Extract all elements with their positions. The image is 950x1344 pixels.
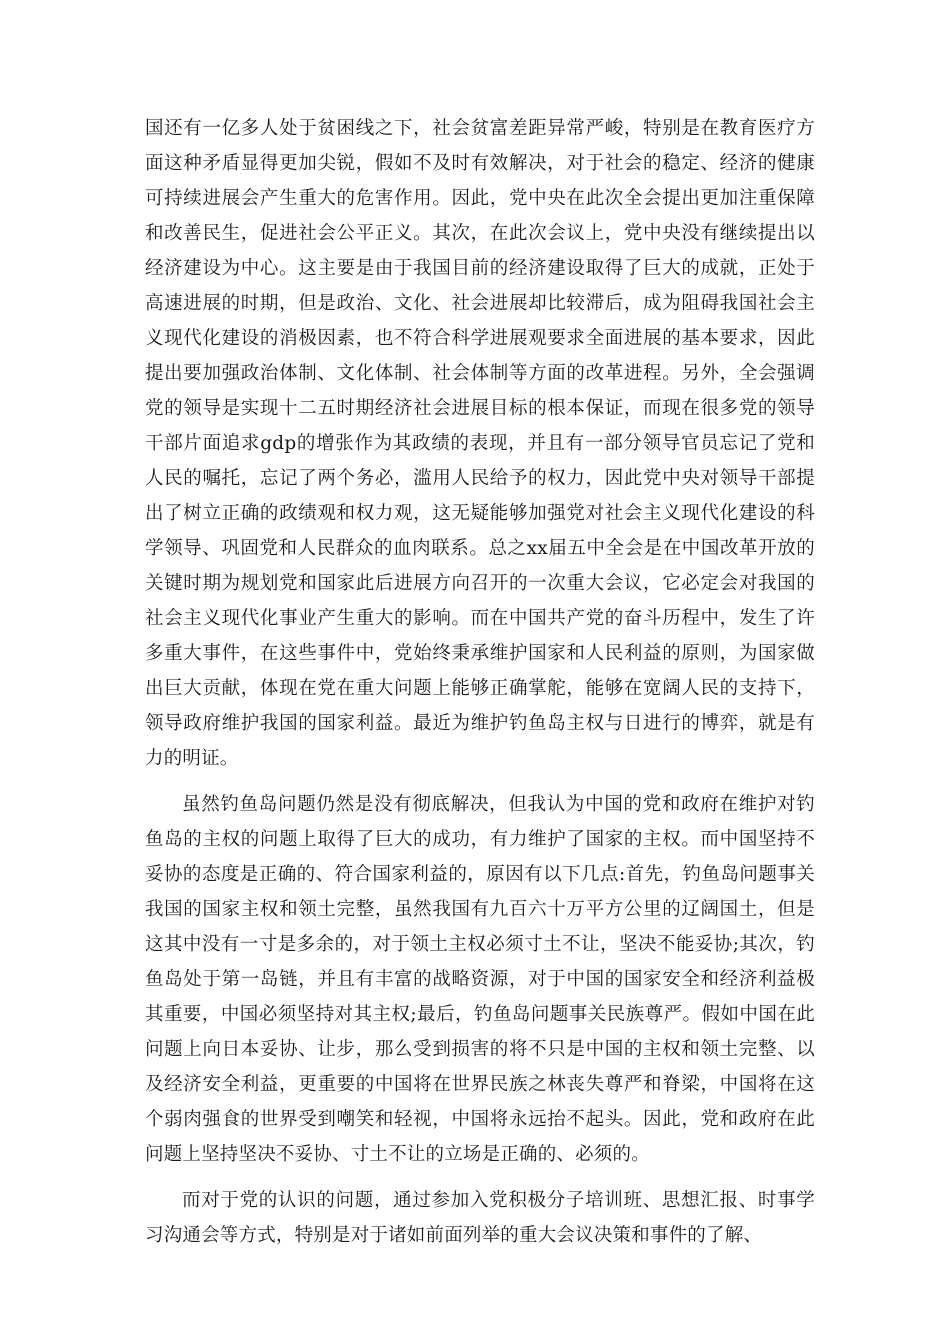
paragraph-1: 国还有一亿多人处于贫困线之下，社会贫富差距异常严峻，特别是在教育医疗方面这种矛盾显得更加尖锐，假如不及时有效解决，对于社会的稳定、经济的健康可持续进展会产生重大的危害作用。因此，党中央在此次全会提出更加注重保障和改善民生，促进社会公平正义。其次，在此次会议上，党中央没有继续提出以经济建设为中心。这主要是由于我国目前的经济建设取得了巨大的成就，正处于高速进展的时期，但是政治、文化、社会进展却比较滞后，成为阻碍我国社会主义现代化建设的消极因素，也不符合科学进展观要求全面进展的基本要求，因此提出要加强政治体制、文化体制、社会体制等方面的改革进程。另外，全会强调党的领导是实现十二五时期经济社会进展目标的根本保证，而现在很多党的领导干部片面追求gdp的增张作为其政绩的表现，并且有一部分领导官员忘记了党和人民的嘱托，忘记了两个务必，滥用人民给予的权力，因此党中央对领导干部提出了树立正确的政绩观和权力观，这无疑能够加强党对社会主义现代化建设的科学领导、巩固党和人民群众的血肉联系。总之xx届五中全会是在中国改革开放的关键时期为规划党和国家此后进展方向召开的一次重大会议，它必定会对我国的社会主义现代化事业产生重大的影响。而在中国共产党的奋斗历程中，发生了许多重大事件，在这些事件中，党始终秉承维护国家和人民利益的原则，为国家做出巨大贡献，体现在党在重大问题上能够正确掌舵，能够在宽阔人民的支持下，领导政府维护我国的国家利益。最近为维护钓鱼岛主权与日进行的博弈，就是有力的明证。 xyxy=(145,118,815,769)
paragraph-2: 虽然钓鱼岛问题仍然是没有彻底解决，但我认为中国的党和政府在维护对钓鱼岛的主权的问题上取得了巨大的成功，有力维护了国家的主权。而中国坚持不妥协的态度是正确的、符合国家利益的，原因有以下几点:首先，钓鱼岛问题事关我国的国家主权和领土完整，虽然我国有九百六十万平方公里的辽阔国土，但是这其中没有一寸是多余的，对于领土主权必须寸土不让，坚决不能妥协;其次，钓鱼岛处于第一岛链，并且有丰富的战略资源，对于中国的国家安全和经济利益极其重要，中国必须坚持对其主权;最后，钓鱼岛问题事关民族尊严。假如中国在此问题上向日本妥协、让步，那么受到损害的将不只是中国的主权和领土完整、以及经济安全利益，更重要的中国将在世界民族之林丧失尊严和脊梁，中国将在这个弱肉强食的世界受到嘲笑和轻视，中国将永远抬不起头。因此，党和政府在此问题上坚持坚决不妥协、寸土不让的立场是正确的、必须的。 xyxy=(145,794,815,1165)
document-body xyxy=(145,111,815,1264)
paragraph-3: 而对于党的认识的问题，通过参加入党积极分子培训班、思想汇报、时事学习沟通会等方式，特别是对于诸如前面列举的重大会议决策和事件的了解、 xyxy=(145,1190,815,1246)
